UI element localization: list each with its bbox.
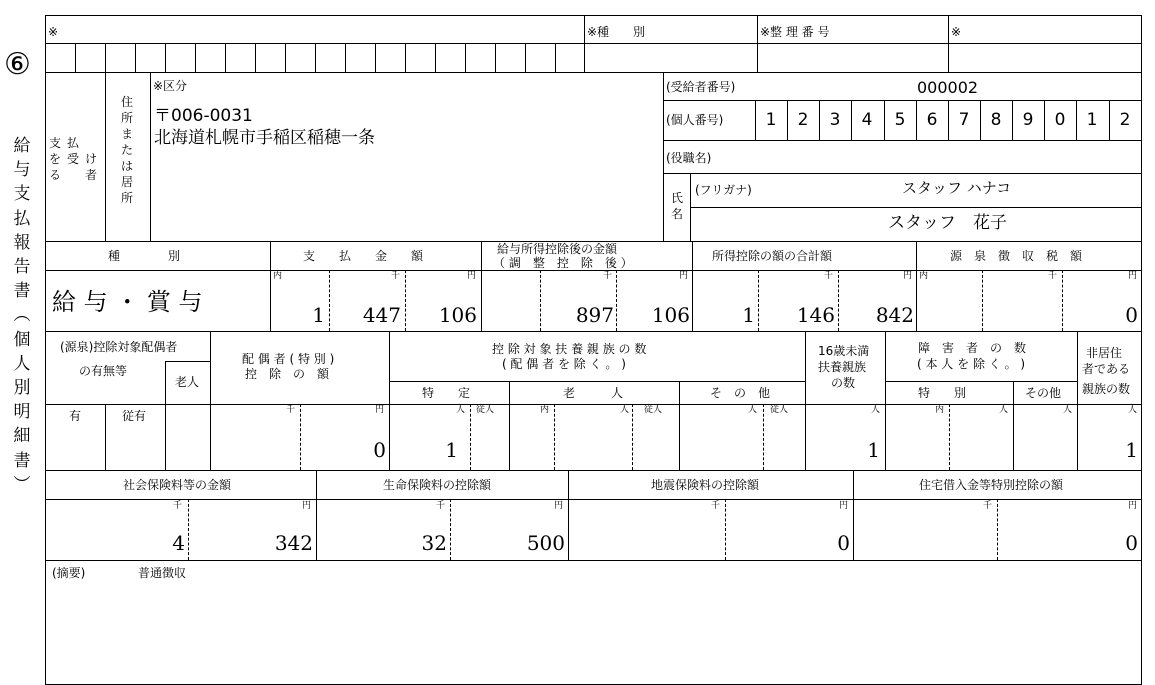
specified-dependents-label: 特 定 (422, 386, 471, 400)
disabled-label-1: 障 害 者 の 数 (918, 341, 1027, 355)
under16-count: 1 (867, 438, 880, 462)
spouse-label-2: の有無等 (79, 364, 128, 378)
spouse-employee-label: 従有 (122, 409, 147, 423)
name-label-2: 名 (670, 207, 683, 221)
elderly-dependents-label: 老 人 (563, 386, 624, 400)
unit-en: 円 (903, 271, 913, 281)
social-insurance-label: 社会保険料等の金額 (123, 478, 232, 492)
unit-en: 円 (375, 405, 385, 415)
address-label-char: 所 (120, 111, 133, 125)
vertical-title-char: 個 (13, 329, 31, 350)
other-disabled-label: その他 (1025, 386, 1062, 400)
housing-loan-yen: 0 (1125, 531, 1138, 555)
top-mark-1: ※ (48, 25, 59, 39)
address-value: 北海道札幌市手稲区稲穂一条 (154, 128, 375, 148)
spouse-label-1: (源泉)控除対象配偶者 (60, 340, 178, 354)
personal-number-digit: 3 (829, 110, 841, 130)
name-label (668, 190, 686, 222)
earthquake-insurance-yen: 0 (837, 531, 850, 555)
vertical-title-char: 報 (13, 232, 31, 253)
recipient-number-label: (受給者番号) (666, 80, 736, 94)
total-deduction-header: 所得控除の額の合計額 (712, 249, 833, 263)
social-insurance-yen: 342 (274, 531, 313, 555)
address-label-char: 住 (120, 95, 133, 109)
other-dependents-label: そ の 他 (710, 386, 771, 400)
personal-number-digit: 9 (1022, 110, 1034, 130)
unit-nin: 人 (999, 405, 1009, 415)
vertical-title-char: 書 (13, 450, 31, 471)
income-after-adjustment-header: （ 調 整 控 除 後 ） (493, 256, 633, 270)
nonresident-label-1: 非居住 (1086, 346, 1123, 360)
vertical-title-char: ︵ (13, 305, 31, 326)
top-mark-4: ※ (951, 25, 962, 39)
vertical-title-char: 人 (13, 353, 31, 374)
income-after-yen: 106 (651, 303, 690, 327)
personal-number-digit: 6 (926, 110, 938, 130)
address-label-char: は (120, 159, 133, 173)
payment-millions: 1 (312, 303, 325, 327)
kubun-label: ※区分 (153, 79, 188, 93)
payee-label-char: 払 (67, 136, 80, 150)
remarks-value: 普通徴収 (138, 566, 187, 580)
spouse-yes-label: 有 (69, 409, 82, 423)
earthquake-insurance-label: 地震保険料の控除額 (651, 478, 760, 492)
address-label-char: た (120, 143, 133, 157)
unit-nin: 人 (871, 405, 881, 415)
personal-number-digit: 2 (797, 110, 809, 130)
remarks-label: (摘要) (52, 566, 86, 580)
unit-nin: 人 (748, 405, 758, 415)
unit-sen: 千 (391, 271, 401, 281)
vertical-title-char: 別 (13, 378, 31, 398)
unit-en: 円 (1128, 271, 1138, 281)
payee-label-char: る (49, 168, 62, 182)
under16-label-1: 16歳未満 (818, 344, 870, 358)
withholding-tax-value: 0 (1125, 303, 1138, 327)
unit-nin: 人 (620, 405, 630, 415)
vertical-title-char: 支 (13, 184, 31, 205)
furigana-label: (フリガナ) (695, 183, 752, 197)
address-label-char: 所 (120, 191, 133, 205)
unit-juunin: 従人 (476, 405, 495, 415)
payee-label-char: け (85, 152, 98, 166)
income-after-thousands: 897 (575, 303, 614, 327)
spouse-deduction-amount: 0 (373, 438, 386, 462)
nonresident-label-3: 親族の数 (1082, 382, 1131, 396)
vertical-title-char: 告 (13, 257, 31, 277)
unit-juunin: 従人 (644, 405, 663, 415)
under16-label-3: の数 (831, 376, 856, 390)
deduction-yen: 842 (875, 303, 914, 327)
unit-sen: 千 (824, 271, 834, 281)
unit-uchi: 内 (540, 405, 550, 415)
unit-sen: 千 (983, 501, 993, 511)
spouse-deduction-label-1: 配 偶 者 ( 特 別 ) (242, 352, 335, 366)
deduction-thousands: 146 (796, 303, 835, 327)
withholding-tax-header: 源 泉 徴 収 税 額 (950, 249, 1083, 263)
unit-en: 円 (467, 271, 477, 281)
nonresident-count: 1 (1125, 438, 1138, 462)
personal-number-digit: 4 (861, 110, 873, 130)
unit-en: 円 (679, 271, 689, 281)
income-type-value: 給 与 ・ 賞 与 (52, 288, 203, 316)
payee-label-char: 受 (67, 152, 80, 166)
under16-label-2: 扶養親族 (818, 360, 867, 374)
vertical-title-char: 書 (13, 281, 31, 302)
unit-en: 円 (302, 501, 312, 511)
unit-en: 円 (1128, 501, 1138, 511)
unit-en: 円 (839, 501, 849, 511)
spouse-elderly-label: 老人 (175, 375, 200, 389)
personal-number-digit: 5 (894, 110, 906, 130)
personal-number-digit: 8 (990, 110, 1002, 130)
special-disabled-label: 特 別 (918, 386, 967, 400)
unit-uchi: 内 (935, 405, 945, 415)
payee-label-char: 者 (85, 168, 98, 182)
dependents-label-2: ( 配 偶 者 を 除 く 。 ) (502, 357, 626, 371)
address-label (118, 94, 136, 206)
payee-label-char: 支 (49, 136, 62, 150)
recipient-number: 000002 (917, 78, 979, 97)
form-number-badge: ⑥ (4, 47, 31, 82)
unit-juunin: 従人 (770, 405, 789, 415)
unit-sen: 千 (711, 501, 721, 511)
payment-amount-header: 支 払 金 額 (303, 249, 424, 263)
social-insurance-thousands: 4 (172, 531, 185, 555)
personal-number-label: (個人番号) (666, 113, 724, 127)
life-insurance-thousands: 32 (421, 531, 447, 555)
personal-number-digit: 1 (765, 110, 777, 130)
personal-number-digit: 7 (958, 110, 970, 130)
unit-sen: 千 (1048, 271, 1058, 281)
seiri-label: ※整 理 番 号 (760, 25, 830, 39)
vertical-title-char: 与 (13, 160, 31, 181)
housing-loan-label: 住宅借入金等特別控除の額 (919, 478, 1064, 492)
unit-uchi: 内 (273, 271, 283, 281)
unit-nin: 人 (1128, 405, 1138, 415)
name-value: スタッフ 花子 (888, 213, 1007, 233)
name-label-1: 氏 (670, 191, 683, 205)
specified-dependents-count: 1 (445, 438, 458, 462)
payee-label-char: を (49, 152, 62, 166)
furigana-value: スタッフ ハナコ (902, 179, 1012, 197)
unit-sen: 千 (603, 271, 613, 281)
unit-sen: 千 (286, 405, 296, 415)
unit-nin: 人 (456, 405, 466, 415)
spouse-deduction-label-2: 控 除 の 額 (245, 367, 330, 381)
vertical-title-char: 払 (13, 208, 31, 229)
address-label-char: 居 (120, 175, 133, 189)
dependents-label-1: 控 除 対 象 扶 養 親 族 の 数 (492, 342, 647, 356)
personal-number-digit: 2 (1119, 110, 1131, 130)
income-type-header: 種 別 (108, 249, 181, 263)
personal-number-digit: 1 (1086, 110, 1098, 130)
vertical-title-char: 細 (13, 426, 31, 447)
unit-uchi: 内 (919, 271, 929, 281)
life-insurance-yen: 500 (526, 531, 565, 555)
deduction-millions: 1 (742, 303, 755, 327)
vertical-title-char: 給 (13, 136, 31, 156)
postal-code: 〒006-0031 (154, 106, 253, 126)
job-title-label: (役職名) (666, 151, 712, 165)
shubetsu-label: ※種 別 (587, 25, 646, 39)
vertical-title-char: ︶ (13, 474, 31, 495)
personal-number-digit: 0 (1054, 110, 1066, 130)
unit-en: 円 (554, 501, 564, 511)
unit-nin: 人 (1063, 405, 1073, 415)
unit-sen: 千 (436, 501, 446, 511)
nonresident-label-2: 者である (1082, 362, 1131, 376)
disabled-label-2: ( 本 人 を 除 く 。 ) (917, 357, 1026, 371)
unit-sen: 千 (173, 501, 183, 511)
payment-thousands: 447 (362, 303, 401, 327)
life-insurance-label: 生命保険料の控除額 (383, 478, 492, 492)
address-label-char: ま (120, 127, 133, 141)
income-after-deduction-header: 給与所得控除後の金額 (497, 242, 618, 256)
payment-yen: 106 (438, 303, 477, 327)
vertical-title-char: 明 (13, 402, 31, 423)
